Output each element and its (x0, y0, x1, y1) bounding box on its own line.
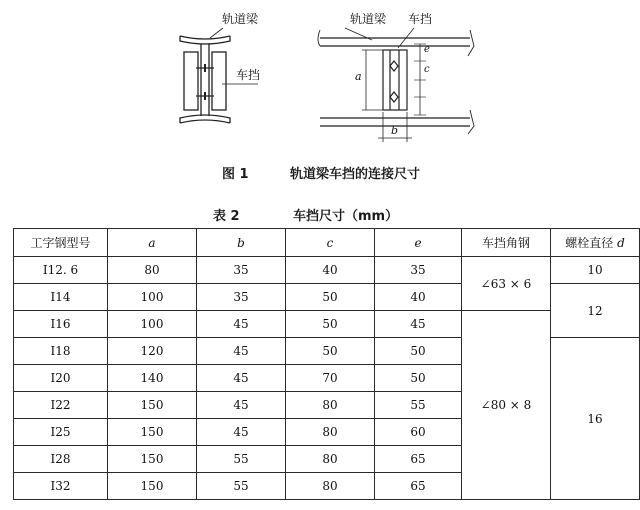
cell-model: I18 (14, 338, 108, 365)
cell-c: 80 (286, 473, 375, 500)
cell-e: 35 (375, 257, 462, 284)
cell-c: 50 (286, 338, 375, 365)
cell-model: I32 (14, 473, 108, 500)
cell-bolt-group: 12 (551, 284, 640, 338)
cell-b: 45 (197, 419, 286, 446)
cell-c: 80 (286, 446, 375, 473)
cell-model: I28 (14, 446, 108, 473)
cell-b: 55 (197, 473, 286, 500)
cell-b: 55 (197, 446, 286, 473)
cell-e: 60 (375, 419, 462, 446)
cell-c: 70 (286, 365, 375, 392)
cell-e: 65 (375, 446, 462, 473)
cell-e: 50 (375, 365, 462, 392)
cell-model: I12. 6 (14, 257, 108, 284)
cell-model: I25 (14, 419, 108, 446)
cell-b: 45 (197, 338, 286, 365)
dim-b-label: b (391, 124, 399, 137)
dim-a-label: a (355, 70, 362, 83)
cell-a: 100 (108, 284, 197, 311)
cell-e: 45 (375, 311, 462, 338)
table-row (14, 257, 640, 284)
header-bolt (551, 229, 640, 257)
cell-model: I22 (14, 392, 108, 419)
header-e: e (375, 229, 462, 257)
cell-b: 45 (197, 392, 286, 419)
figure-caption-text: 轨道梁车挡的连接尺寸 (290, 167, 421, 182)
cell-model: I20 (14, 365, 108, 392)
cell-b: 45 (197, 311, 286, 338)
cell-e: 55 (375, 392, 462, 419)
table-row (14, 311, 640, 338)
right-stop-label: 车挡 (408, 12, 433, 26)
left-beam-label: 轨道梁 (222, 12, 259, 26)
header-model: 工字钢型号 (14, 229, 108, 257)
cell-a: 150 (108, 446, 197, 473)
cell-a: 120 (108, 338, 197, 365)
header-bolt-var: d (617, 236, 625, 250)
cell-a: 150 (108, 473, 197, 500)
header-a: a (108, 229, 197, 257)
cell-model: I16 (14, 311, 108, 338)
header-bolt-prefix: 螺栓直径 (565, 236, 614, 250)
dim-e-label: e (424, 44, 430, 55)
header-c: c (286, 229, 375, 257)
dim-c-label: c (424, 64, 430, 75)
cell-a: 150 (108, 392, 197, 419)
cell-c: 50 (286, 311, 375, 338)
cell-angle-group: ∠80 × 8 (462, 311, 551, 500)
cell-a: 140 (108, 365, 197, 392)
cell-angle-group: ∠63 × 6 (462, 257, 551, 311)
table-header-row (14, 229, 640, 257)
table-caption-prefix: 表 2 (213, 209, 240, 224)
header-b: b (197, 229, 286, 257)
figure-caption-prefix: 图 1 (222, 167, 249, 182)
header-angle: 车挡角钢 (462, 229, 551, 257)
cell-bolt-group: 10 (551, 257, 640, 284)
figure-area (0, 0, 640, 190)
table-caption-text: 车挡尺寸（mm） (293, 209, 399, 224)
cell-a: 150 (108, 419, 197, 446)
cell-a: 80 (108, 257, 197, 284)
dimension-table (13, 228, 640, 500)
cell-e: 40 (375, 284, 462, 311)
cell-e: 50 (375, 338, 462, 365)
cell-c: 80 (286, 419, 375, 446)
cell-e: 65 (375, 473, 462, 500)
cell-a: 100 (108, 311, 197, 338)
cell-c: 40 (286, 257, 375, 284)
cell-model: I14 (14, 284, 108, 311)
right-beam-label: 轨道梁 (350, 12, 387, 26)
left-stop-label: 车挡 (236, 68, 261, 82)
cell-b: 45 (197, 365, 286, 392)
cell-bolt-group: 16 (551, 338, 640, 500)
cell-c: 80 (286, 392, 375, 419)
cell-b: 35 (197, 257, 286, 284)
figure-drawing (0, 0, 640, 190)
cell-b: 35 (197, 284, 286, 311)
cell-c: 50 (286, 284, 375, 311)
